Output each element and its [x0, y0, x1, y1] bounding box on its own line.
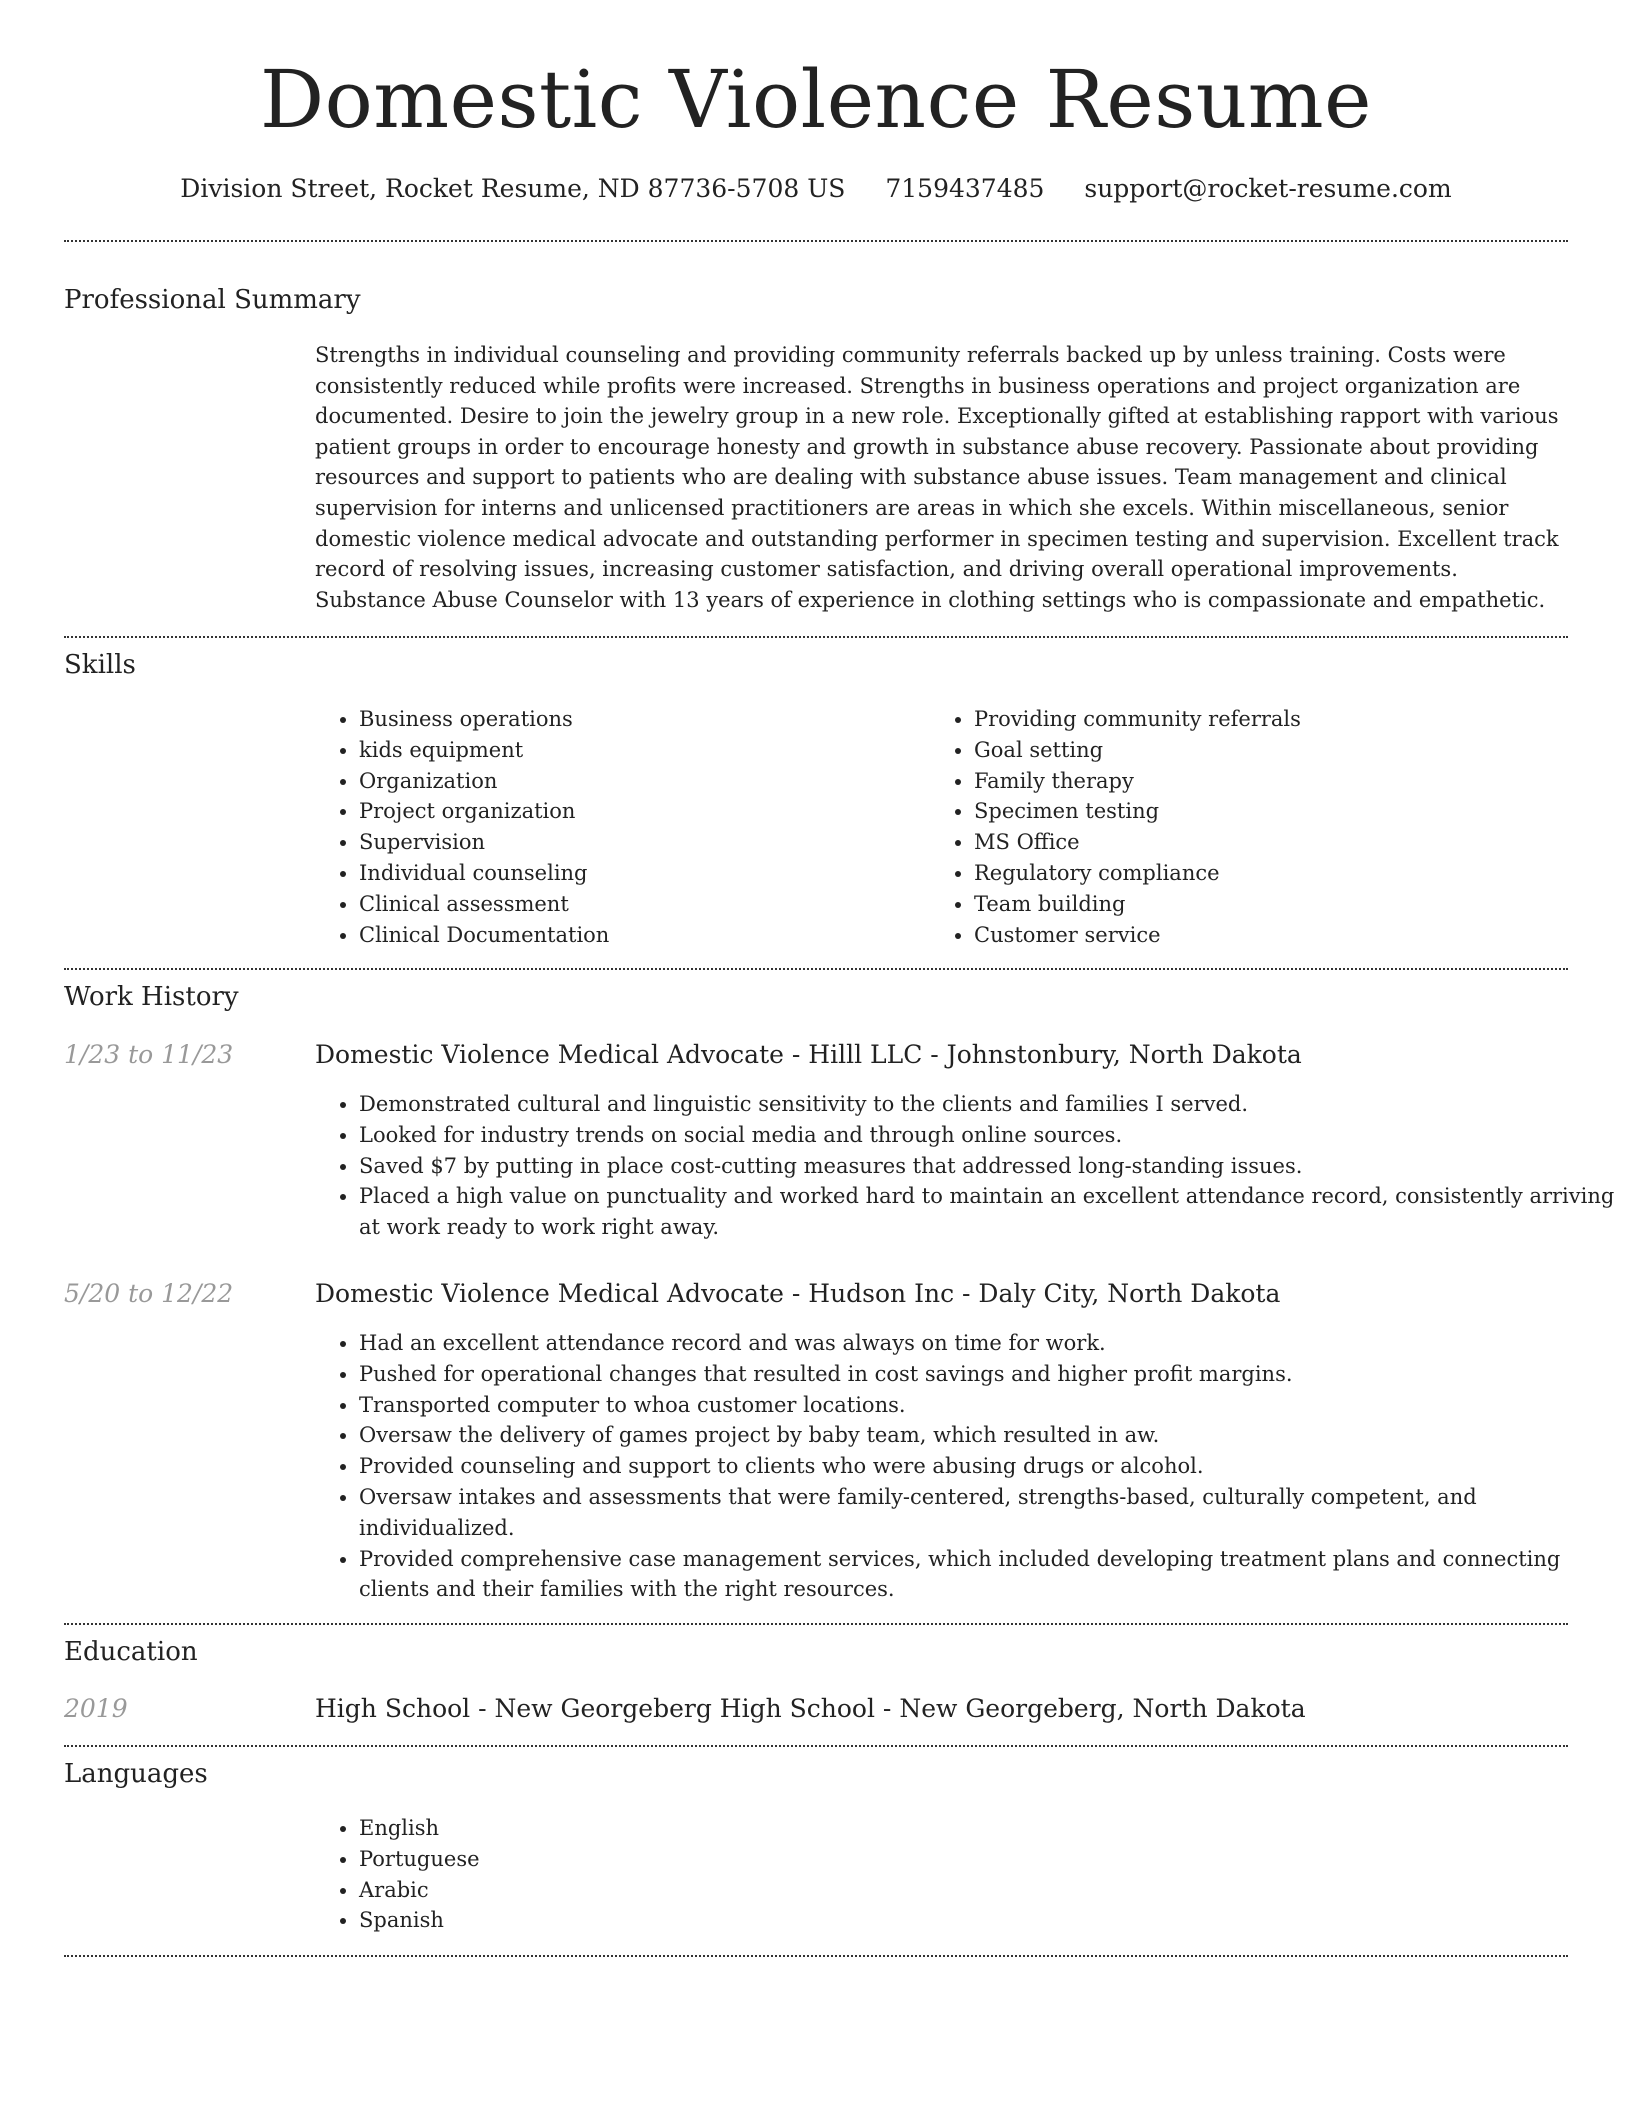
skill-item: • Providing community referrals: [974, 704, 1574, 735]
education-date: 2019: [64, 1694, 128, 1723]
skill-item: • Clinical assessment: [359, 889, 919, 920]
job-bullet: • Saved $7 by putting in place cost-cutting measures that addressed long-standing issues.: [359, 1151, 1615, 1182]
skill-item: • Specimen testing: [974, 796, 1574, 827]
job-bullets: [315, 1328, 1615, 1605]
skill-item: • Family therapy: [974, 766, 1574, 797]
skill-item: • Business operations: [359, 704, 919, 735]
education-heading: High School - New Georgeberg High School - New Georgeberg, North Dakota: [315, 1694, 1306, 1723]
language-item: • English: [359, 1813, 959, 1844]
job-bullet: • Oversaw intakes and assessments that were family-centered, strengths-based, culturally competent, and individualized.: [359, 1482, 1615, 1544]
resume-name: Domestic Violence Resume: [259, 53, 1373, 146]
section-divider: [64, 1955, 1568, 1957]
job-bullet: • Provided comprehensive case management services, which included developing treatment plans and connecting clients and their families with the right resources.: [359, 1544, 1615, 1606]
skill-item: • Team building: [974, 889, 1574, 920]
skill-item: • kids equipment: [359, 735, 919, 766]
job-bullet: • Pushed for operational changes that resulted in cost savings and higher profit margins.: [359, 1359, 1615, 1390]
summary-title: Professional Summary: [64, 285, 361, 315]
job-bullet: • Demonstrated cultural and linguistic sensitivity to the clients and families I served.: [359, 1089, 1615, 1120]
skills-list-right: [930, 704, 1574, 950]
section-divider: [64, 1623, 1568, 1625]
job-bullets: [315, 1089, 1615, 1243]
skills-title: Skills: [64, 650, 136, 680]
skill-item: • Goal setting: [974, 735, 1574, 766]
language-item: • Spanish: [359, 1905, 959, 1936]
contact-phone: 7159437485: [885, 174, 1045, 203]
contact-email: support@rocket-resume.com: [1084, 174, 1452, 203]
language-item: • Portuguese: [359, 1844, 959, 1875]
job-bullet: • Provided counseling and support to clients who were abusing drugs or alcohol.: [359, 1451, 1615, 1482]
summary-text: Strengths in individual counseling and providing community referrals backed up by unless training. Costs were consistently reduced while profits were increased. Strengths in business operations and project organization are documented. Desire to join the jewelry group in a new role. Exceptionally gifted at establishing rapport with various patient groups in order to encourage honesty and growth in substance abuse recovery. Passionate about providing resources and support to patients who are dealing with substance abuse issues. Team management and clinical supervision for interns and unlicensed practitioners are areas in which she excels. Within miscellaneous, senior domestic violence medical advocate and outstanding performer in specimen testing and supervision. Excellent track record of resolving issues, increasing customer satisfaction, and driving overall operational improvements. Substance Abuse Counselor with 13 years of experience in clothing settings who is compassionate and empathetic.: [315, 343, 1559, 612]
job-heading: Domestic Violence Medical Advocate - Hilll LLC - Johnstonbury, North Dakota: [315, 1040, 1302, 1069]
skill-item: • Regulatory compliance: [974, 858, 1574, 889]
job-bullet: • Looked for industry trends on social media and through online sources.: [359, 1120, 1615, 1151]
contact-address: Division Street, Rocket Resume, ND 87736-5708 US: [180, 174, 846, 203]
education-title: Education: [64, 1637, 198, 1667]
skill-item: • Customer service: [974, 920, 1574, 951]
section-divider: [64, 968, 1568, 970]
section-divider: [64, 240, 1568, 242]
skill-item: • Individual counseling: [359, 858, 919, 889]
work-title: Work History: [64, 982, 239, 1012]
languages-list: [315, 1813, 959, 1936]
job-heading: Domestic Violence Medical Advocate - Hudson Inc - Daly City, North Dakota: [315, 1279, 1281, 1308]
language-item: • Arabic: [359, 1875, 959, 1906]
skill-item: • Clinical Documentation: [359, 920, 919, 951]
skill-item: • Organization: [359, 766, 919, 797]
skills-list-left: [315, 704, 919, 950]
skill-item: • Project organization: [359, 796, 919, 827]
skill-item: • MS Office: [974, 827, 1574, 858]
skill-item: • Supervision: [359, 827, 919, 858]
section-divider: [64, 636, 1568, 638]
job-bullet: • Transported computer to whoa customer locations.: [359, 1390, 1615, 1421]
contact-line: [0, 172, 1632, 206]
job-dates: 1/23 to 11/23: [64, 1040, 234, 1069]
job-bullet: • Had an excellent attendance record and was always on time for work.: [359, 1328, 1615, 1359]
languages-title: Languages: [64, 1759, 208, 1789]
job-bullet: • Placed a high value on punctuality and worked hard to maintain an excellent attendance record, consistently arriving at work ready to work right away.: [359, 1181, 1615, 1243]
job-bullet: • Oversaw the delivery of games project by baby team, which resulted in aw.: [359, 1420, 1615, 1451]
section-divider: [64, 1745, 1568, 1747]
job-dates: 5/20 to 12/22: [64, 1279, 234, 1308]
